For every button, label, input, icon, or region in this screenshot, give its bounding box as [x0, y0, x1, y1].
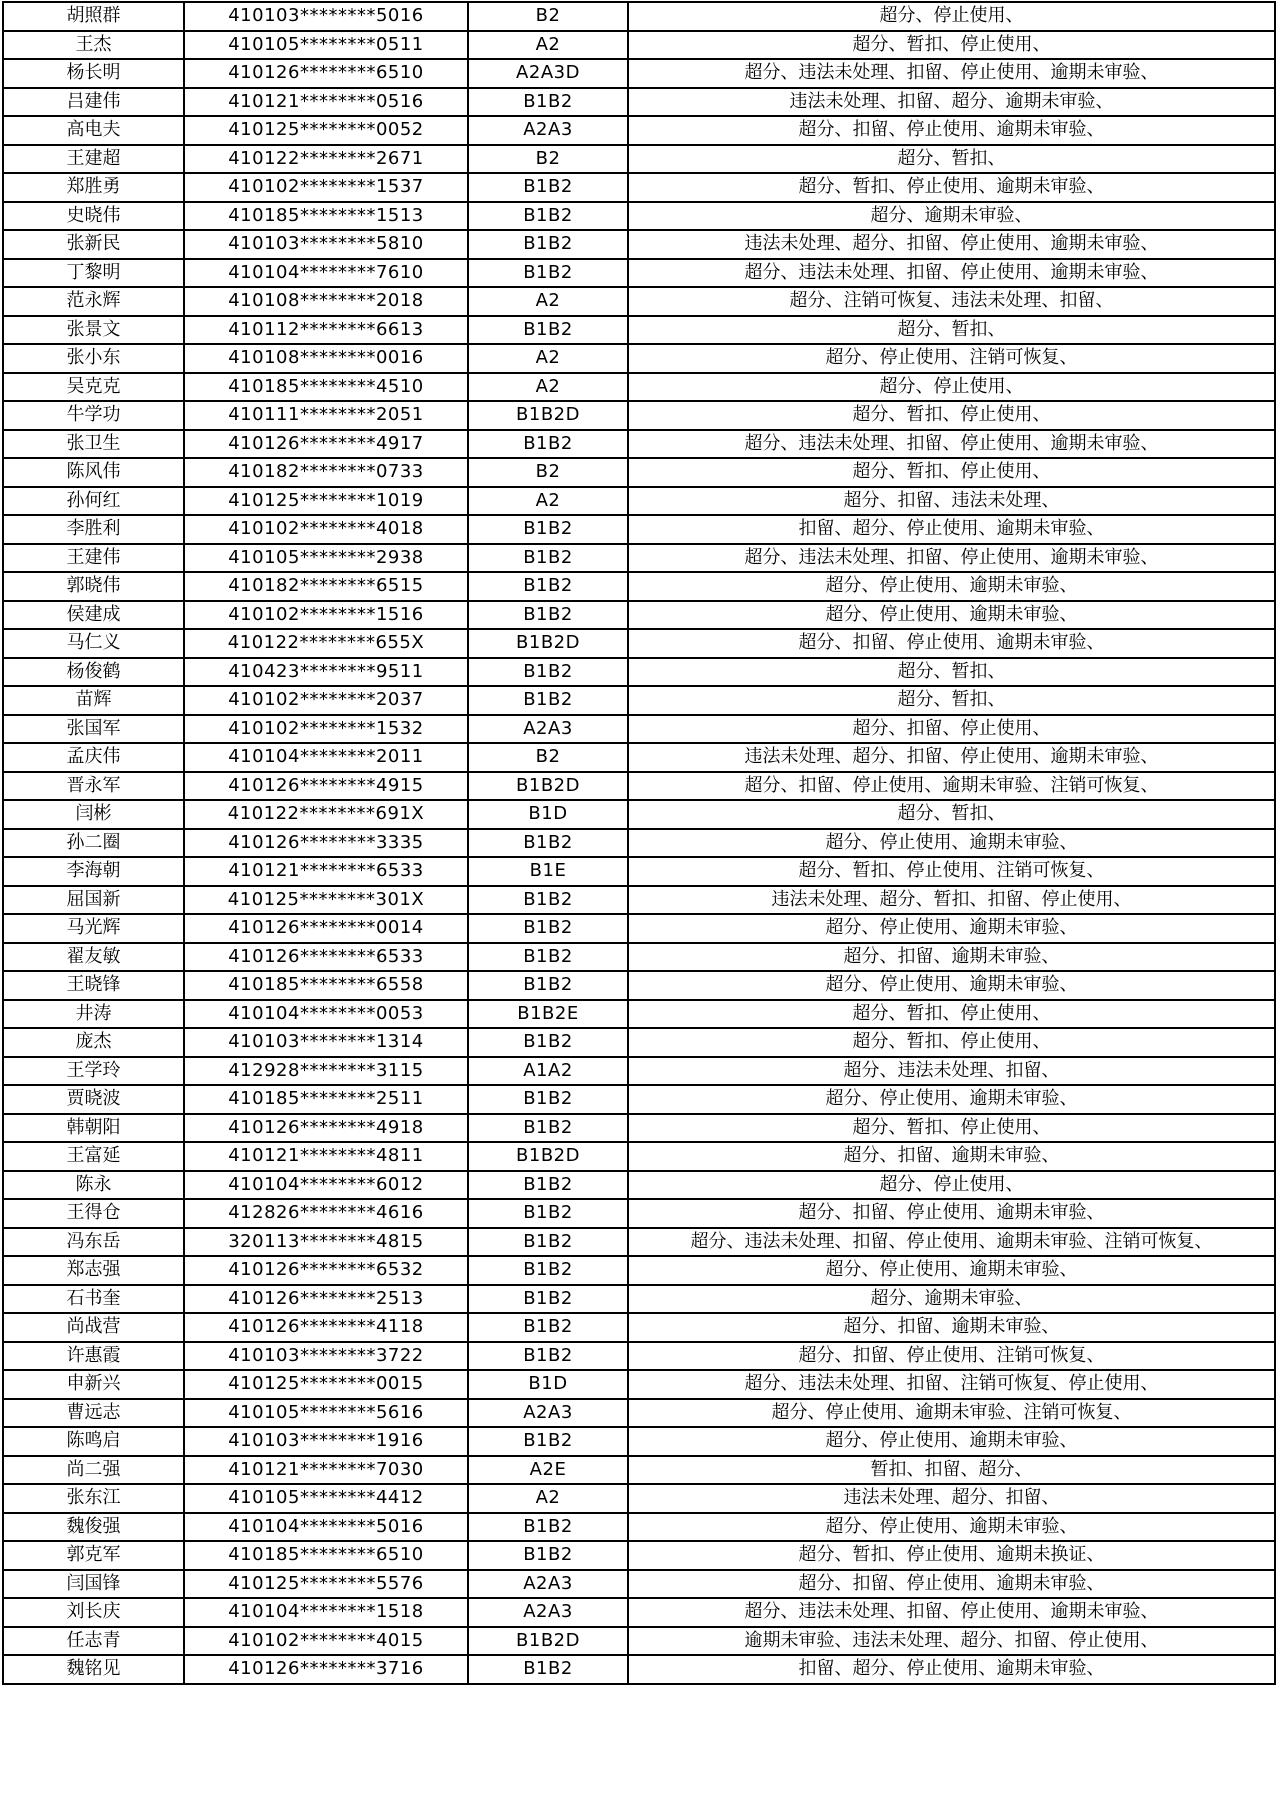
- table-row: [3, 116, 1275, 145]
- table-row: [3, 601, 1275, 630]
- table-row: [3, 1142, 1275, 1171]
- driver-name-cell: 翟友敏: [3, 943, 184, 972]
- id-number-cell: 410185********4510: [184, 373, 468, 402]
- license-class-cell: B1B2D: [468, 629, 628, 658]
- status-cell: 超分、停止使用、逾期未审验、: [628, 971, 1275, 1000]
- license-class-cell: B1B2: [468, 1085, 628, 1114]
- status-cell: 超分、违法未处理、扣留、停止使用、逾期未审验、: [628, 544, 1275, 573]
- id-number-cell: 410104********5016: [184, 1513, 468, 1542]
- id-number-cell: 410185********6510: [184, 1541, 468, 1570]
- id-number-cell: 410126********4917: [184, 430, 468, 459]
- driver-name-cell: 许惠霞: [3, 1342, 184, 1371]
- status-cell: 超分、暂扣、: [628, 145, 1275, 174]
- license-class-cell: B1B2: [468, 914, 628, 943]
- driver-name-cell: 张小东: [3, 344, 184, 373]
- status-cell: 超分、停止使用、逾期未审验、: [628, 1513, 1275, 1542]
- driver-name-cell: 李胜利: [3, 515, 184, 544]
- status-cell: 超分、停止使用、逾期未审验、: [628, 829, 1275, 858]
- driver-name-cell: 申新兴: [3, 1370, 184, 1399]
- id-number-cell: 410105********5616: [184, 1399, 468, 1428]
- license-class-cell: B1B2: [468, 1256, 628, 1285]
- table-row: [3, 1228, 1275, 1257]
- driver-name-cell: 胡照群: [3, 2, 184, 31]
- id-number-cell: 410126********4915: [184, 772, 468, 801]
- driver-name-cell: 魏铭见: [3, 1655, 184, 1684]
- id-number-cell: 410126********2513: [184, 1285, 468, 1314]
- license-class-cell: B1B2: [468, 230, 628, 259]
- driver-name-cell: 屈国新: [3, 886, 184, 915]
- driver-name-cell: 杨长明: [3, 59, 184, 88]
- license-class-cell: A2: [468, 287, 628, 316]
- id-number-cell: 412826********4616: [184, 1199, 468, 1228]
- status-cell: 超分、暂扣、: [628, 658, 1275, 687]
- driver-name-cell: 张东江: [3, 1484, 184, 1513]
- status-cell: 违法未处理、超分、扣留、停止使用、逾期未审验、: [628, 743, 1275, 772]
- driver-name-cell: 王建超: [3, 145, 184, 174]
- driver-name-cell: 尚二强: [3, 1456, 184, 1485]
- status-cell: 超分、违法未处理、扣留、停止使用、逾期未审验、: [628, 1598, 1275, 1627]
- status-cell: 扣留、超分、停止使用、逾期未审验、: [628, 515, 1275, 544]
- driver-name-cell: 王学玲: [3, 1057, 184, 1086]
- status-cell: 超分、停止使用、: [628, 373, 1275, 402]
- id-number-cell: 410103********1916: [184, 1427, 468, 1456]
- id-number-cell: 410103********5810: [184, 230, 468, 259]
- status-cell: 逾期未审验、违法未处理、超分、扣留、停止使用、: [628, 1627, 1275, 1656]
- status-cell: 超分、暂扣、停止使用、: [628, 1114, 1275, 1143]
- id-number-cell: 410122********2671: [184, 145, 468, 174]
- id-number-cell: 412928********3115: [184, 1057, 468, 1086]
- id-number-cell: 410105********2938: [184, 544, 468, 573]
- id-number-cell: 410423********9511: [184, 658, 468, 687]
- driver-name-cell: 张国军: [3, 715, 184, 744]
- driver-name-cell: 张景文: [3, 316, 184, 345]
- status-cell: 超分、扣留、停止使用、: [628, 715, 1275, 744]
- license-class-cell: B1B2: [468, 658, 628, 687]
- status-cell: 超分、违法未处理、扣留、停止使用、逾期未审验、: [628, 430, 1275, 459]
- driver-name-cell: 王得仓: [3, 1199, 184, 1228]
- status-cell: 超分、违法未处理、扣留、: [628, 1057, 1275, 1086]
- table-body: [3, 2, 1275, 1684]
- driver-name-cell: 魏俊强: [3, 1513, 184, 1542]
- id-number-cell: 410126********0014: [184, 914, 468, 943]
- status-cell: 超分、暂扣、停止使用、逾期未审验、: [628, 173, 1275, 202]
- driver-status-table: [2, 1, 1276, 1685]
- id-number-cell: 410108********0016: [184, 344, 468, 373]
- license-class-cell: A2A3: [468, 116, 628, 145]
- license-class-cell: A1A2: [468, 1057, 628, 1086]
- driver-name-cell: 张卫生: [3, 430, 184, 459]
- driver-name-cell: 范永辉: [3, 287, 184, 316]
- table-row: [3, 572, 1275, 601]
- driver-name-cell: 王建伟: [3, 544, 184, 573]
- license-class-cell: B1B2: [468, 544, 628, 573]
- table-row: [3, 1484, 1275, 1513]
- status-cell: 超分、暂扣、停止使用、: [628, 1028, 1275, 1057]
- status-cell: 超分、停止使用、逾期未审验、: [628, 572, 1275, 601]
- status-cell: 超分、停止使用、注销可恢复、: [628, 344, 1275, 373]
- status-cell: 超分、暂扣、停止使用、: [628, 458, 1275, 487]
- driver-name-cell: 牛学功: [3, 401, 184, 430]
- driver-name-cell: 马仁义: [3, 629, 184, 658]
- id-number-cell: 410102********4015: [184, 1627, 468, 1656]
- status-cell: 违法未处理、扣留、超分、逾期未审验、: [628, 88, 1275, 117]
- id-number-cell: 410126********6532: [184, 1256, 468, 1285]
- id-number-cell: 410185********6558: [184, 971, 468, 1000]
- id-number-cell: 410103********3722: [184, 1342, 468, 1371]
- status-cell: 超分、暂扣、停止使用、: [628, 1000, 1275, 1029]
- license-class-cell: A2E: [468, 1456, 628, 1485]
- id-number-cell: 410122********655X: [184, 629, 468, 658]
- id-number-cell: 410126********3716: [184, 1655, 468, 1684]
- table-row: [3, 373, 1275, 402]
- id-number-cell: 410125********0052: [184, 116, 468, 145]
- driver-name-cell: 石书奎: [3, 1285, 184, 1314]
- license-class-cell: B1B2: [468, 971, 628, 1000]
- status-cell: 违法未处理、超分、扣留、停止使用、逾期未审验、: [628, 230, 1275, 259]
- license-class-cell: B1B2: [468, 1513, 628, 1542]
- status-cell: 超分、扣留、逾期未审验、: [628, 1313, 1275, 1342]
- license-class-cell: A2A3: [468, 1399, 628, 1428]
- status-cell: 超分、扣留、停止使用、注销可恢复、: [628, 1342, 1275, 1371]
- driver-name-cell: 贾晓波: [3, 1085, 184, 1114]
- id-number-cell: 410126********4918: [184, 1114, 468, 1143]
- table-row: [3, 202, 1275, 231]
- status-cell: 超分、暂扣、: [628, 686, 1275, 715]
- driver-name-cell: 张新民: [3, 230, 184, 259]
- license-class-cell: A2: [468, 344, 628, 373]
- id-number-cell: 410125********1019: [184, 487, 468, 516]
- id-number-cell: 410182********6515: [184, 572, 468, 601]
- id-number-cell: 410103********1314: [184, 1028, 468, 1057]
- table-row: [3, 1399, 1275, 1428]
- status-cell: 超分、注销可恢复、违法未处理、扣留、: [628, 287, 1275, 316]
- id-number-cell: 410121********4811: [184, 1142, 468, 1171]
- driver-name-cell: 王杰: [3, 31, 184, 60]
- id-number-cell: 410103********5016: [184, 2, 468, 31]
- table-row: [3, 800, 1275, 829]
- status-cell: 超分、停止使用、: [628, 1171, 1275, 1200]
- id-number-cell: 410111********2051: [184, 401, 468, 430]
- status-cell: 超分、暂扣、停止使用、: [628, 401, 1275, 430]
- license-class-cell: B1B2E: [468, 1000, 628, 1029]
- driver-name-cell: 冯东岳: [3, 1228, 184, 1257]
- id-number-cell: 410102********1516: [184, 601, 468, 630]
- table-row: [3, 515, 1275, 544]
- status-cell: 超分、停止使用、逾期未审验、: [628, 1256, 1275, 1285]
- table-row: [3, 1000, 1275, 1029]
- table-row: [3, 1085, 1275, 1114]
- license-class-cell: B1B2D: [468, 772, 628, 801]
- driver-name-cell: 郑志强: [3, 1256, 184, 1285]
- driver-name-cell: 孙二圈: [3, 829, 184, 858]
- status-cell: 超分、逾期未审验、: [628, 202, 1275, 231]
- license-class-cell: A2: [468, 487, 628, 516]
- status-cell: 超分、停止使用、逾期未审验、注销可恢复、: [628, 1399, 1275, 1428]
- driver-name-cell: 郭克军: [3, 1541, 184, 1570]
- table-row: [3, 316, 1275, 345]
- id-number-cell: 410125********5576: [184, 1570, 468, 1599]
- license-class-cell: B1B2: [468, 1114, 628, 1143]
- driver-name-cell: 郑胜勇: [3, 173, 184, 202]
- license-class-cell: B2: [468, 145, 628, 174]
- table-row: [3, 88, 1275, 117]
- license-class-cell: B1B2: [468, 1427, 628, 1456]
- license-class-cell: A2A3: [468, 715, 628, 744]
- license-class-cell: A2A3: [468, 1598, 628, 1627]
- driver-name-cell: 丁黎明: [3, 259, 184, 288]
- id-number-cell: 410104********6012: [184, 1171, 468, 1200]
- status-cell: 超分、暂扣、: [628, 316, 1275, 345]
- id-number-cell: 410126********3335: [184, 829, 468, 858]
- id-number-cell: 410104********7610: [184, 259, 468, 288]
- driver-name-cell: 尚战营: [3, 1313, 184, 1342]
- license-class-cell: B2: [468, 458, 628, 487]
- driver-name-cell: 侯建成: [3, 601, 184, 630]
- id-number-cell: 410121********0516: [184, 88, 468, 117]
- table-row: [3, 772, 1275, 801]
- status-cell: 扣留、超分、停止使用、逾期未审验、: [628, 1655, 1275, 1684]
- license-class-cell: A2A3: [468, 1570, 628, 1599]
- driver-name-cell: 孟庆伟: [3, 743, 184, 772]
- table-row: [3, 1114, 1275, 1143]
- id-number-cell: 410125********0015: [184, 1370, 468, 1399]
- id-number-cell: 410104********2011: [184, 743, 468, 772]
- status-cell: 暂扣、扣留、超分、: [628, 1456, 1275, 1485]
- table-row: [3, 287, 1275, 316]
- license-class-cell: B1B2: [468, 829, 628, 858]
- license-class-cell: B1D: [468, 800, 628, 829]
- driver-name-cell: 闫彬: [3, 800, 184, 829]
- license-class-cell: B1B2: [468, 686, 628, 715]
- table-row: [3, 1057, 1275, 1086]
- id-number-cell: 410102********4018: [184, 515, 468, 544]
- table-row: [3, 1627, 1275, 1656]
- status-cell: 超分、扣留、逾期未审验、: [628, 943, 1275, 972]
- table-row: [3, 857, 1275, 886]
- table-row: [3, 544, 1275, 573]
- id-number-cell: 410126********6533: [184, 943, 468, 972]
- table-row: [3, 1655, 1275, 1684]
- status-cell: 超分、逾期未审验、: [628, 1285, 1275, 1314]
- id-number-cell: 410102********1532: [184, 715, 468, 744]
- status-cell: 违法未处理、超分、扣留、: [628, 1484, 1275, 1513]
- table-row: [3, 743, 1275, 772]
- driver-name-cell: 孙何红: [3, 487, 184, 516]
- id-number-cell: 320113********4815: [184, 1228, 468, 1257]
- status-cell: 超分、暂扣、停止使用、注销可恢复、: [628, 857, 1275, 886]
- driver-name-cell: 庞杰: [3, 1028, 184, 1057]
- table-row: [3, 173, 1275, 202]
- table-row: [3, 458, 1275, 487]
- status-cell: 超分、扣留、停止使用、逾期未审验、: [628, 629, 1275, 658]
- driver-name-cell: 高电夫: [3, 116, 184, 145]
- status-cell: 超分、暂扣、停止使用、: [628, 31, 1275, 60]
- license-class-cell: B1B2: [468, 1342, 628, 1371]
- driver-name-cell: 曹远志: [3, 1399, 184, 1428]
- status-cell: 超分、扣留、停止使用、逾期未审验、: [628, 116, 1275, 145]
- table-row: [3, 1171, 1275, 1200]
- license-class-cell: B1B2D: [468, 401, 628, 430]
- table-row: [3, 31, 1275, 60]
- license-class-cell: A2: [468, 31, 628, 60]
- table-row: [3, 886, 1275, 915]
- license-class-cell: B1B2: [468, 1541, 628, 1570]
- table-row: [3, 2, 1275, 31]
- driver-name-cell: 晋永军: [3, 772, 184, 801]
- id-number-cell: 410102********2037: [184, 686, 468, 715]
- license-class-cell: B1B2D: [468, 1142, 628, 1171]
- license-class-cell: B1B2: [468, 1655, 628, 1684]
- id-number-cell: 410105********4412: [184, 1484, 468, 1513]
- table-row: [3, 259, 1275, 288]
- driver-name-cell: 韩朝阳: [3, 1114, 184, 1143]
- driver-name-cell: 吕建伟: [3, 88, 184, 117]
- license-class-cell: B1B2: [468, 316, 628, 345]
- id-number-cell: 410182********0733: [184, 458, 468, 487]
- license-class-cell: B1B2D: [468, 1627, 628, 1656]
- table-row: [3, 1313, 1275, 1342]
- driver-name-cell: 王富延: [3, 1142, 184, 1171]
- status-cell: 超分、扣留、停止使用、逾期未审验、: [628, 1199, 1275, 1228]
- status-cell: 超分、违法未处理、扣留、停止使用、逾期未审验、: [628, 59, 1275, 88]
- license-class-cell: B1B2: [468, 943, 628, 972]
- table-row: [3, 1427, 1275, 1456]
- license-class-cell: B2: [468, 2, 628, 31]
- license-class-cell: B1B2: [468, 173, 628, 202]
- id-number-cell: 410122********691X: [184, 800, 468, 829]
- id-number-cell: 410108********2018: [184, 287, 468, 316]
- license-class-cell: B1E: [468, 857, 628, 886]
- id-number-cell: 410125********301X: [184, 886, 468, 915]
- driver-name-cell: 王晓锋: [3, 971, 184, 1000]
- license-class-cell: B1B2: [468, 1171, 628, 1200]
- driver-name-cell: 陈风伟: [3, 458, 184, 487]
- driver-name-cell: 陈永: [3, 1171, 184, 1200]
- table-row: [3, 1570, 1275, 1599]
- table-row: [3, 59, 1275, 88]
- table-row: [3, 943, 1275, 972]
- driver-name-cell: 郭晓伟: [3, 572, 184, 601]
- table-row: [3, 1541, 1275, 1570]
- driver-name-cell: 李海朝: [3, 857, 184, 886]
- status-cell: 超分、停止使用、: [628, 2, 1275, 31]
- id-number-cell: 410185********2511: [184, 1085, 468, 1114]
- status-cell: 超分、扣留、停止使用、逾期未审验、注销可恢复、: [628, 772, 1275, 801]
- driver-name-cell: 闫国锋: [3, 1570, 184, 1599]
- id-number-cell: 410126********4118: [184, 1313, 468, 1342]
- table-row: [3, 230, 1275, 259]
- license-class-cell: B1B2: [468, 202, 628, 231]
- license-class-cell: B1B2: [468, 1028, 628, 1057]
- driver-name-cell: 刘长庆: [3, 1598, 184, 1627]
- license-class-cell: B1B2: [468, 572, 628, 601]
- driver-name-cell: 井涛: [3, 1000, 184, 1029]
- status-cell: 超分、停止使用、逾期未审验、: [628, 914, 1275, 943]
- table-row: [3, 401, 1275, 430]
- status-cell: 超分、暂扣、停止使用、逾期未换证、: [628, 1541, 1275, 1570]
- status-cell: 超分、停止使用、逾期未审验、: [628, 601, 1275, 630]
- id-number-cell: 410104********0053: [184, 1000, 468, 1029]
- table-row: [3, 1598, 1275, 1627]
- table-row: [3, 1370, 1275, 1399]
- license-class-cell: A2A3D: [468, 59, 628, 88]
- license-class-cell: B1B2: [468, 1199, 628, 1228]
- license-class-cell: B1B2: [468, 88, 628, 117]
- table-row: [3, 629, 1275, 658]
- table-row: [3, 1256, 1275, 1285]
- id-number-cell: 410126********6510: [184, 59, 468, 88]
- status-cell: 超分、扣留、违法未处理、: [628, 487, 1275, 516]
- id-number-cell: 410112********6613: [184, 316, 468, 345]
- license-class-cell: B1B2: [468, 1228, 628, 1257]
- id-number-cell: 410104********1518: [184, 1598, 468, 1627]
- driver-name-cell: 史晓伟: [3, 202, 184, 231]
- license-class-cell: A2: [468, 1484, 628, 1513]
- driver-name-cell: 陈鸣启: [3, 1427, 184, 1456]
- id-number-cell: 410121********7030: [184, 1456, 468, 1485]
- status-cell: 超分、违法未处理、扣留、停止使用、逾期未审验、注销可恢复、: [628, 1228, 1275, 1257]
- table-row: [3, 1342, 1275, 1371]
- table-row: [3, 658, 1275, 687]
- status-cell: 超分、停止使用、逾期未审验、: [628, 1085, 1275, 1114]
- table-row: [3, 1285, 1275, 1314]
- id-number-cell: 410105********0511: [184, 31, 468, 60]
- table-row: [3, 430, 1275, 459]
- table-row: [3, 686, 1275, 715]
- table-row: [3, 487, 1275, 516]
- license-class-cell: B1B2: [468, 430, 628, 459]
- driver-name-cell: 马光辉: [3, 914, 184, 943]
- table-row: [3, 914, 1275, 943]
- table-row: [3, 344, 1275, 373]
- driver-name-cell: 杨俊鹤: [3, 658, 184, 687]
- status-cell: 违法未处理、超分、暂扣、扣留、停止使用、: [628, 886, 1275, 915]
- license-class-cell: B1B2: [468, 601, 628, 630]
- status-cell: 超分、停止使用、逾期未审验、: [628, 1427, 1275, 1456]
- license-class-cell: A2: [468, 373, 628, 402]
- license-class-cell: B1B2: [468, 515, 628, 544]
- status-cell: 超分、扣留、停止使用、逾期未审验、: [628, 1570, 1275, 1599]
- table-row: [3, 1028, 1275, 1057]
- driver-name-cell: 苗辉: [3, 686, 184, 715]
- table-row: [3, 971, 1275, 1000]
- license-class-cell: B1B2: [468, 259, 628, 288]
- id-number-cell: 410102********1537: [184, 173, 468, 202]
- status-cell: 超分、扣留、逾期未审验、: [628, 1142, 1275, 1171]
- license-class-cell: B1B2: [468, 1285, 628, 1314]
- table-row: [3, 1199, 1275, 1228]
- table-row: [3, 715, 1275, 744]
- driver-name-cell: 吴克克: [3, 373, 184, 402]
- status-cell: 超分、违法未处理、扣留、停止使用、逾期未审验、: [628, 259, 1275, 288]
- status-cell: 超分、暂扣、: [628, 800, 1275, 829]
- license-class-cell: B1B2: [468, 1313, 628, 1342]
- status-cell: 超分、违法未处理、扣留、注销可恢复、停止使用、: [628, 1370, 1275, 1399]
- license-class-cell: B2: [468, 743, 628, 772]
- table-row: [3, 1456, 1275, 1485]
- license-class-cell: B1B2: [468, 886, 628, 915]
- driver-name-cell: 任志青: [3, 1627, 184, 1656]
- table-row: [3, 145, 1275, 174]
- license-class-cell: B1D: [468, 1370, 628, 1399]
- id-number-cell: 410185********1513: [184, 202, 468, 231]
- table-row: [3, 1513, 1275, 1542]
- table-row: [3, 829, 1275, 858]
- id-number-cell: 410121********6533: [184, 857, 468, 886]
